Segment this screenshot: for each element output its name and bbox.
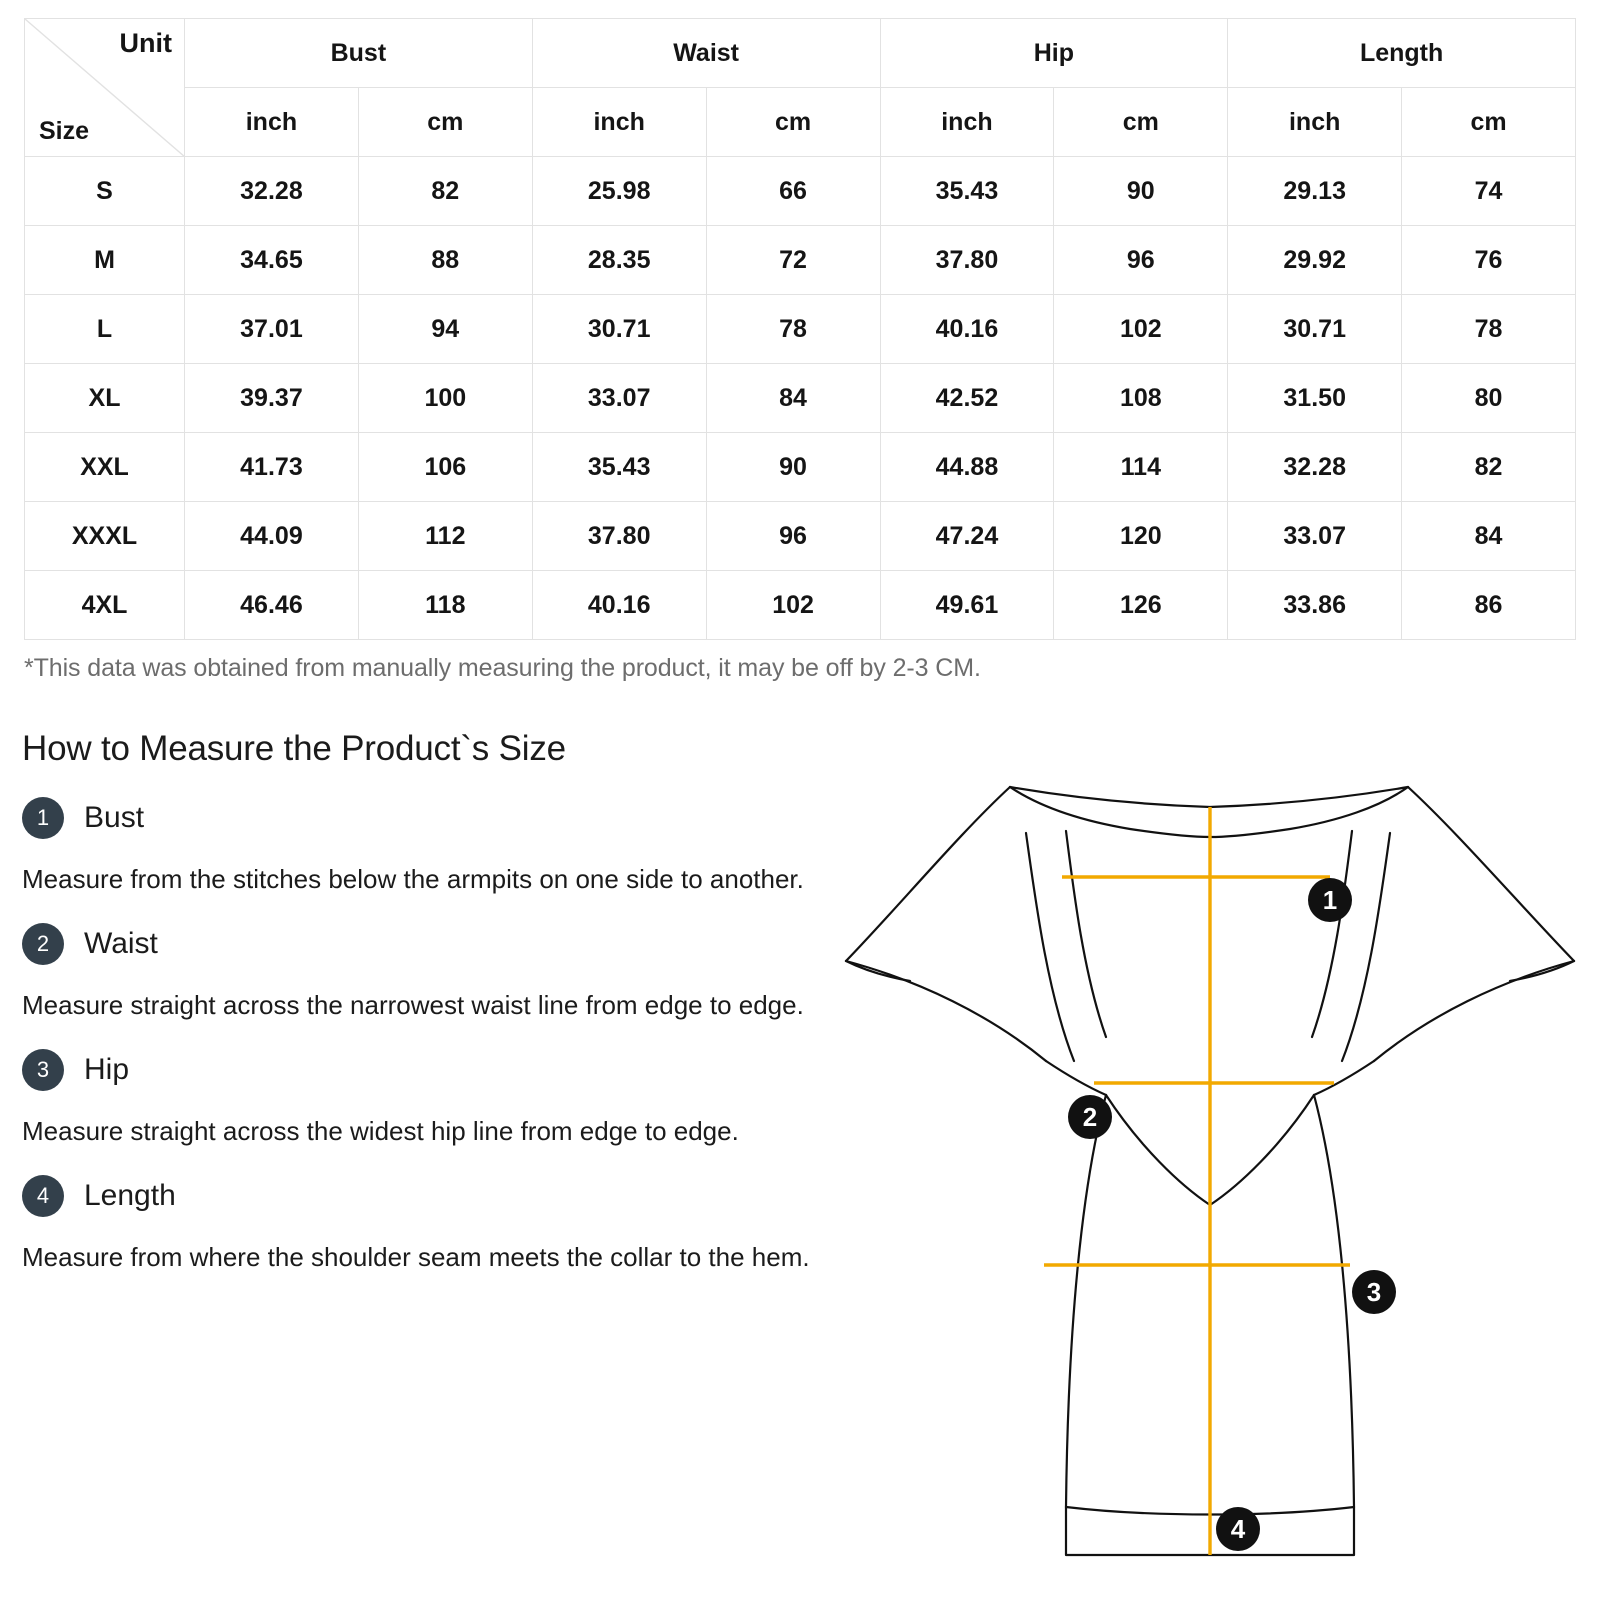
row-size-label: M <box>25 226 185 295</box>
size-chart-table <box>24 18 1576 640</box>
cell-waist-inch: 25.98 <box>532 157 706 226</box>
how-to-measure-title: How to Measure the Product`s Size <box>22 729 566 768</box>
step-header-waist <box>22 923 880 965</box>
marker-bust: 1 <box>1308 878 1352 922</box>
cell-waist-cm: 66 <box>706 157 880 226</box>
cell-hip-cm: 114 <box>1054 433 1228 502</box>
cell-bust-inch: 44.09 <box>185 502 359 571</box>
cell-waist-inch: 33.07 <box>532 364 706 433</box>
table-row <box>25 502 1576 571</box>
step-header-bust <box>22 797 880 839</box>
table-corner-cell <box>25 19 185 157</box>
cell-waist-cm: 102 <box>706 571 880 640</box>
size-chart-page <box>0 18 1600 1600</box>
table-header-row-groups <box>25 19 1576 88</box>
cell-bust-inch: 41.73 <box>185 433 359 502</box>
cell-length-cm: 86 <box>1402 571 1576 640</box>
subheader-bust-inch: inch <box>185 88 359 157</box>
cell-hip-cm: 96 <box>1054 226 1228 295</box>
cell-hip-inch: 35.43 <box>880 157 1054 226</box>
table-row <box>25 226 1576 295</box>
cell-bust-inch: 39.37 <box>185 364 359 433</box>
cell-length-cm: 82 <box>1402 433 1576 502</box>
cell-hip-inch: 47.24 <box>880 502 1054 571</box>
step-header-length <box>22 1175 880 1217</box>
table-row <box>25 433 1576 502</box>
step-name: Length <box>84 1178 176 1212</box>
cell-hip-inch: 49.61 <box>880 571 1054 640</box>
table-header-row-units <box>25 88 1576 157</box>
cell-hip-cm: 102 <box>1054 295 1228 364</box>
table-size-label: Size <box>39 117 90 145</box>
cell-hip-cm: 90 <box>1054 157 1228 226</box>
cell-bust-inch: 46.46 <box>185 571 359 640</box>
subheader-hip-cm: cm <box>1054 88 1228 157</box>
garment-diagram <box>830 765 1590 1565</box>
column-group-waist: Waist <box>532 19 880 88</box>
cell-bust-cm: 88 <box>358 226 532 295</box>
step-name: Waist <box>84 926 158 960</box>
cell-bust-cm: 106 <box>358 433 532 502</box>
row-size-label: XL <box>25 364 185 433</box>
step-description: Measure from the stitches below the armpits on one side to another. <box>22 864 804 894</box>
cell-length-inch: 29.92 <box>1228 226 1402 295</box>
marker-length: 4 <box>1216 1507 1260 1551</box>
cell-length-cm: 80 <box>1402 364 1576 433</box>
cell-hip-inch: 44.88 <box>880 433 1054 502</box>
cell-bust-cm: 100 <box>358 364 532 433</box>
cell-length-inch: 30.71 <box>1228 295 1402 364</box>
step-number-badge: 4 <box>22 1175 64 1217</box>
step-number-badge: 3 <box>22 1049 64 1091</box>
row-size-label: L <box>25 295 185 364</box>
cell-hip-cm: 120 <box>1054 502 1228 571</box>
column-group-hip: Hip <box>880 19 1228 88</box>
cell-hip-inch: 40.16 <box>880 295 1054 364</box>
cell-waist-cm: 72 <box>706 226 880 295</box>
cell-waist-inch: 35.43 <box>532 433 706 502</box>
cell-length-inch: 31.50 <box>1228 364 1402 433</box>
cell-hip-inch: 42.52 <box>880 364 1054 433</box>
cell-length-inch: 33.07 <box>1228 502 1402 571</box>
table-unit-label: Unit <box>119 28 172 58</box>
marker-hip: 3 <box>1352 1270 1396 1314</box>
row-size-label: XXL <box>25 433 185 502</box>
column-group-bust: Bust <box>185 19 533 88</box>
cell-waist-cm: 78 <box>706 295 880 364</box>
how-to-measure-section <box>0 775 1600 1565</box>
cell-length-cm: 78 <box>1402 295 1576 364</box>
row-size-label: S <box>25 157 185 226</box>
cell-length-inch: 29.13 <box>1228 157 1402 226</box>
subheader-length-inch: inch <box>1228 88 1402 157</box>
row-size-label: XXXL <box>25 502 185 571</box>
garment-outline-illustration <box>830 765 1590 1565</box>
cell-waist-cm: 90 <box>706 433 880 502</box>
cell-length-inch: 33.86 <box>1228 571 1402 640</box>
cell-hip-inch: 37.80 <box>880 226 1054 295</box>
cell-length-cm: 84 <box>1402 502 1576 571</box>
step-number-badge: 1 <box>22 797 64 839</box>
cell-waist-cm: 84 <box>706 364 880 433</box>
cell-waist-inch: 28.35 <box>532 226 706 295</box>
cell-bust-cm: 82 <box>358 157 532 226</box>
subheader-waist-inch: inch <box>532 88 706 157</box>
cell-hip-cm: 108 <box>1054 364 1228 433</box>
step-number-badge: 2 <box>22 923 64 965</box>
measurement-guides <box>1044 807 1350 1555</box>
subheader-length-cm: cm <box>1402 88 1576 157</box>
step-header-hip <box>22 1049 880 1091</box>
table-row <box>25 295 1576 364</box>
cell-waist-cm: 96 <box>706 502 880 571</box>
row-size-label: 4XL <box>25 571 185 640</box>
cell-length-inch: 32.28 <box>1228 433 1402 502</box>
cell-hip-cm: 126 <box>1054 571 1228 640</box>
subheader-bust-cm: cm <box>358 88 532 157</box>
step-description: Measure from where the shoulder seam meets the collar to the hem. <box>22 1241 810 1272</box>
cell-waist-inch: 37.80 <box>532 502 706 571</box>
cell-bust-cm: 118 <box>358 571 532 640</box>
cell-bust-cm: 112 <box>358 502 532 571</box>
step-description: Measure straight across the narrowest waist line from edge to edge. <box>22 989 804 1020</box>
cell-bust-cm: 94 <box>358 295 532 364</box>
cell-bust-inch: 37.01 <box>185 295 359 364</box>
cell-waist-inch: 30.71 <box>532 295 706 364</box>
measurement-disclaimer: *This data was obtained from manually measuring the product, it may be off by 2-3 CM. <box>24 654 981 682</box>
table-row <box>25 364 1576 433</box>
marker-waist: 2 <box>1068 1095 1112 1139</box>
step-name: Bust <box>84 801 145 834</box>
measure-steps-list <box>0 775 880 1277</box>
step-name: Hip <box>84 1052 130 1086</box>
cell-length-cm: 76 <box>1402 226 1576 295</box>
step-description: Measure straight across the widest hip line from edge to edge. <box>22 1115 739 1146</box>
cell-length-cm: 74 <box>1402 157 1576 226</box>
cell-bust-inch: 34.65 <box>185 226 359 295</box>
subheader-hip-inch: inch <box>880 88 1054 157</box>
table-row <box>25 157 1576 226</box>
column-group-length: Length <box>1228 19 1576 88</box>
table-row <box>25 571 1576 640</box>
cell-bust-inch: 32.28 <box>185 157 359 226</box>
subheader-waist-cm: cm <box>706 88 880 157</box>
cell-waist-inch: 40.16 <box>532 571 706 640</box>
